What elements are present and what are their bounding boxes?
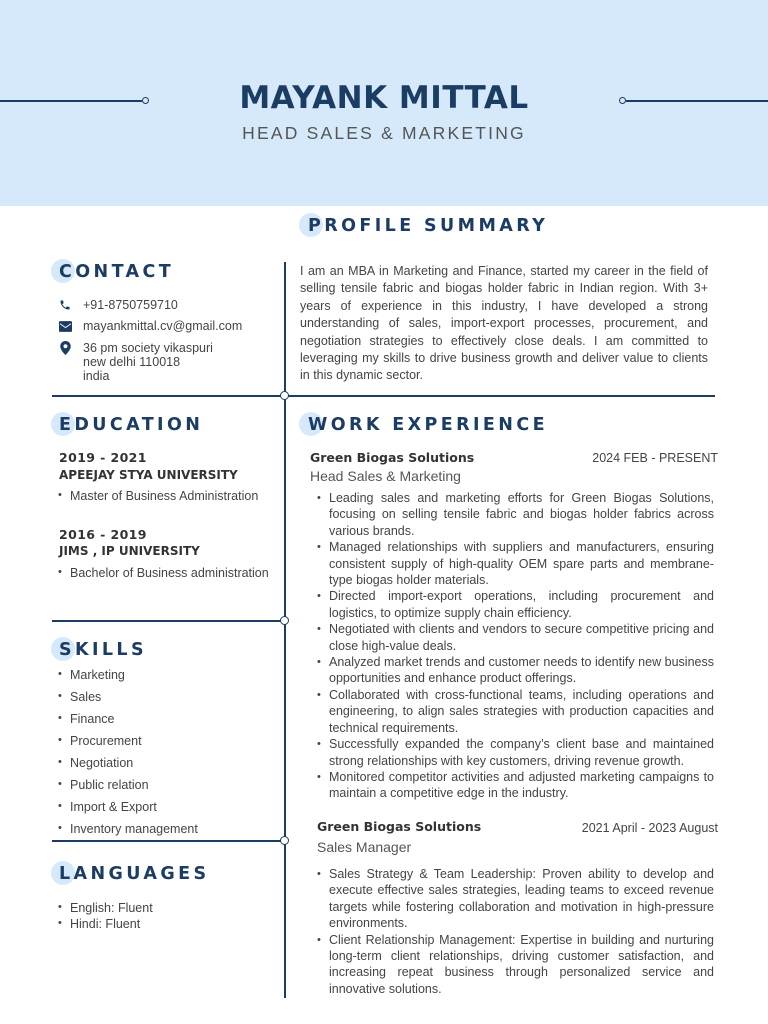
job-bullet: • Collaborated with cross-functional teams, including operations and engineering, to align sales strategies with production capacities and technical requirements. [329, 687, 714, 736]
address-line: india [83, 369, 110, 383]
skills-heading: SKILLS [59, 640, 147, 660]
email-address[interactable]: mayankmittal.cv@gmail.com [83, 319, 243, 333]
work-heading: WORK EXPERIENCE [308, 415, 548, 435]
education-years: 2019 - 2021 [59, 450, 147, 465]
job-bullet: • Sales Strategy & Team Leadership: Proven ability to develop and execute effective sales strategies, leading teams to exceed revenue targets while fostering collaboration and motivation in high-pressure environments. [329, 866, 714, 932]
candidate-name: MAYANK MITTAL [239, 80, 529, 116]
divider-contact-education [52, 395, 715, 397]
job-bullet: • Directed import-export operations, including procurement and logistics, to optimize supply chain efficiency. [329, 588, 714, 621]
address-line: new delhi 110018 [83, 355, 181, 369]
job-date: 2021 April - 2023 August [581, 821, 718, 835]
education-degree: • Master of Business Administration [70, 489, 258, 503]
job-bullet-list [329, 490, 714, 802]
skill-item: • Negotiation [70, 756, 133, 770]
language-item: • English: Fluent [70, 901, 153, 915]
skill-item: • Finance [70, 712, 114, 726]
profile-heading: PROFILE SUMMARY [308, 216, 549, 236]
job-bullet: • Managed relationships with suppliers and manufacturers, ensuring consistent supply of high-quality OEM spare parts and membrane-type biogas holder materials. [329, 539, 714, 588]
job-bullet: • Analyzed market trends and customer needs to identify new business opportunities and enhance product offerings. [329, 654, 714, 687]
education-degree: • Bachelor of Business administration [70, 566, 269, 580]
job-bullet: • Leading sales and marketing efforts for Green Biogas Solutions, focusing on selling tensile fabric and biogas holder fabrics across various brands. [329, 490, 714, 539]
contact-address [58, 341, 213, 383]
divider-education-skills [52, 620, 288, 622]
education-years: 2016 - 2019 [59, 527, 147, 542]
job-role: Sales Manager [317, 839, 412, 855]
skill-item: • Procurement [70, 734, 142, 748]
education-school: JIMS , IP UNIVERSITY [59, 544, 200, 558]
skill-item: • Sales [70, 690, 101, 704]
skill-item: • Import & Export [70, 800, 157, 814]
job-bullet: • Successfully expanded the company’s client base and maintained strong relationships with key customers, driving revenue growth. [329, 736, 714, 769]
job-bullet: • Monitored competitor activities and adjusted marketing campaigns to maintain a competitive edge in the industry. [329, 769, 714, 802]
education-heading: EDUCATION [59, 415, 204, 435]
job-company: Green Biogas Solutions [310, 450, 475, 465]
job-bullet: • Client Relationship Management: Expertise in building and nurturing long-term client relationships, driving customer satisfaction, and increasing repeat business through personalized service and innovative solutions. [329, 932, 714, 998]
contact-phone [58, 298, 178, 312]
address-lines [83, 341, 213, 383]
contact-heading: CONTACT [59, 262, 175, 282]
job-role: Head Sales & Marketing [310, 468, 461, 484]
address-line: 36 pm society vikaspuri [83, 341, 213, 355]
skill-item: • Public relation [70, 778, 149, 792]
skill-item: • Marketing [70, 668, 125, 682]
divider-skills-languages [52, 840, 288, 842]
profile-summary-text: I am an MBA in Marketing and Finance, started my career in the field of selling tensile fabric and biogas holder fabric in Indian region. With 3+ years of experience in this industry, I have developed a strong understanding of sales, import-export processes, procurement, and negotiation strategies to effectively close deals. I am committed to leveraging my skills to drive business growth and deliver value to clients in this dynamic sector. [300, 264, 708, 383]
candidate-title: HEAD SALES & MARKETING [242, 123, 526, 143]
phone-number: +91-8750759710 [83, 298, 178, 312]
contact-email [58, 319, 242, 333]
mail-icon [58, 319, 72, 333]
divider-node [280, 836, 289, 845]
column-divider [284, 262, 286, 998]
education-school: APEEJAY STYA UNIVERSITY [59, 468, 238, 482]
phone-icon [58, 298, 72, 312]
divider-node [280, 616, 289, 625]
languages-heading: LANGUAGES [59, 864, 210, 884]
job-company: Green Biogas Solutions [317, 819, 482, 834]
skill-item: • Inventory management [70, 822, 198, 836]
location-pin-icon [58, 341, 72, 355]
divider-node [280, 391, 289, 400]
job-bullet-list [329, 866, 714, 997]
job-bullet: • Negotiated with clients and vendors to secure competitive pricing and close high-value deals. [329, 621, 714, 654]
language-item: • Hindi: Fluent [70, 917, 140, 931]
resume-header [0, 0, 768, 206]
job-date: 2024 FEB - PRESENT [592, 451, 718, 465]
